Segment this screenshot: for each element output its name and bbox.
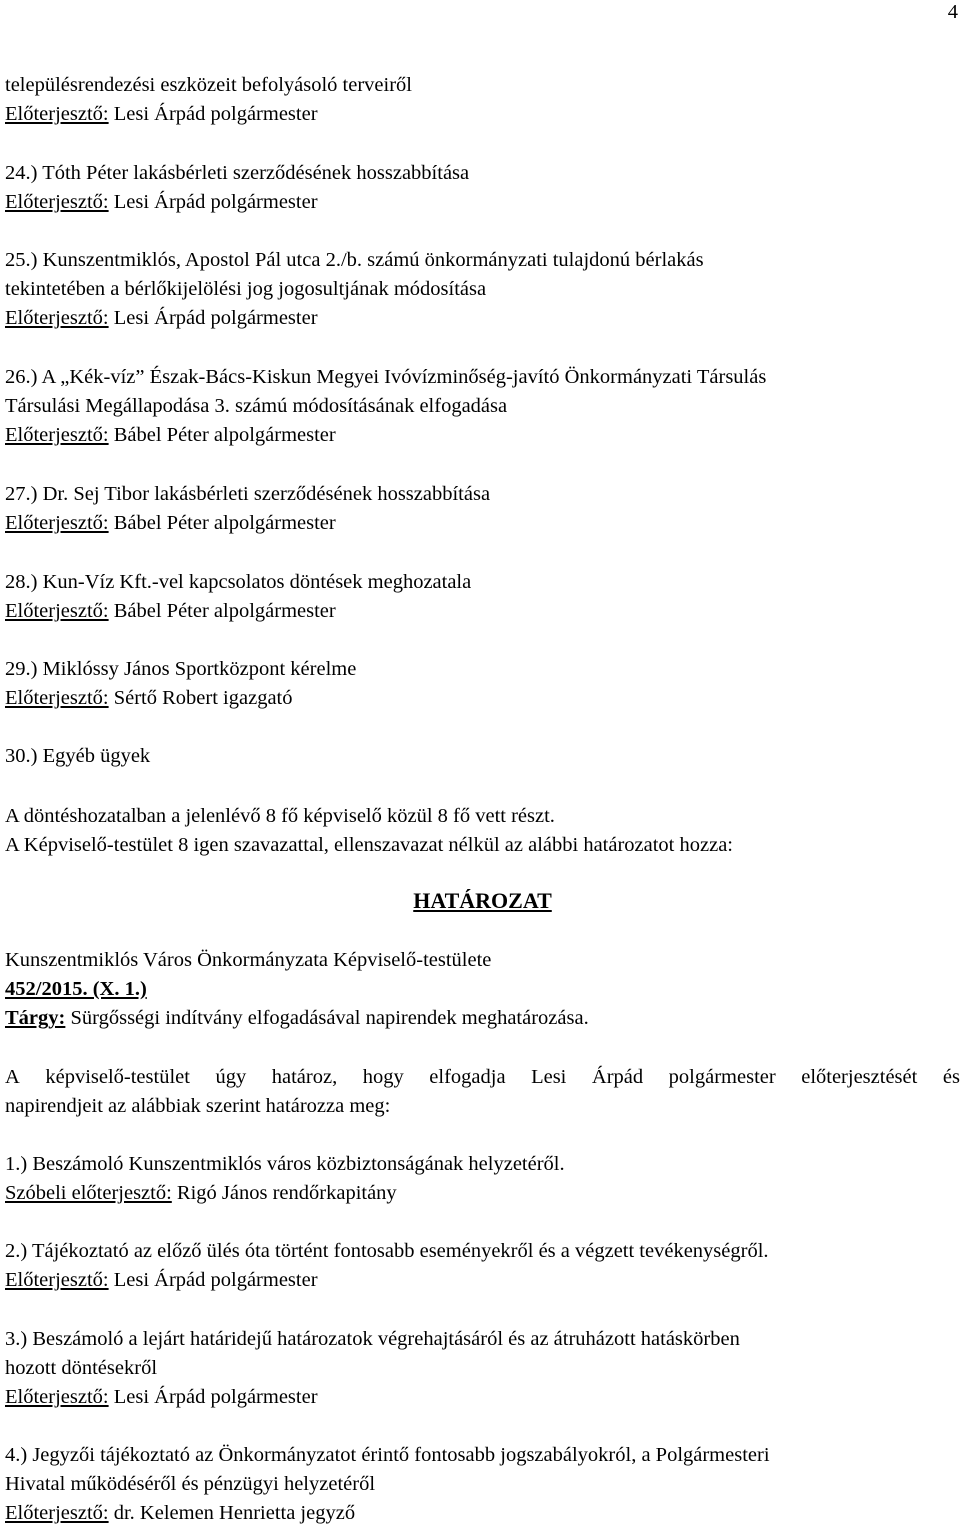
agenda-item-27 — [5, 480, 490, 538]
decision-word: és — [942, 1066, 960, 1088]
presenter-label: Előterjesztő: — [5, 307, 109, 329]
agenda-item-line: településrendezési eszközeit befolyásoló terveiről — [5, 74, 412, 96]
agenda-item-30 — [5, 742, 150, 771]
presenter-label: Előterjesztő: — [5, 1502, 109, 1524]
resolution-title: HATÁROZAT — [413, 888, 552, 913]
presenter-name: Rigó János rendőrkapitány — [171, 1182, 397, 1204]
decision-word: Árpád — [591, 1066, 644, 1088]
decision-word: határoz, — [271, 1066, 338, 1088]
presenter-name: Lesi Árpád polgármester — [108, 1386, 318, 1408]
agenda-item-line: 24.) Tóth Péter lakásbérleti szerződésének hosszabbítása — [5, 162, 470, 184]
presenter-name: Bábel Péter alpolgármester — [108, 600, 336, 622]
presenter-label: Előterjesztő: — [5, 512, 109, 534]
agenda-item-29 — [5, 655, 356, 713]
presenter-line — [5, 421, 766, 450]
agenda-item-line: 4.) Jegyzői tájékoztató az Önkormányzatot érintő fontosabb jogszabályokról, a Polgármesteri — [5, 1444, 770, 1466]
page-number: 4 — [947, 1, 958, 23]
presenter-line — [5, 304, 704, 333]
agenda-item-line: tekintetében a bérlőkijelölési jog jogosultjának módosítása — [5, 278, 487, 300]
presenter-line — [5, 100, 412, 129]
subject-line — [5, 1004, 960, 1033]
agenda-item-line: 29.) Miklóssy János Sportközpont kérelme — [5, 658, 357, 680]
agenda-new-item-4 — [5, 1441, 960, 1528]
decision-word: úgy — [215, 1066, 247, 1088]
presenter-name: Bábel Péter alpolgármester — [108, 512, 336, 534]
agenda-item-line: Társulási Megállapodása 3. számú módosításának elfogadása — [5, 395, 508, 417]
agenda-item-28 — [5, 568, 471, 626]
agenda-item-line: 27.) Dr. Sej Tibor lakásbérleti szerződésének hosszabbítása — [5, 483, 491, 505]
agenda-item-line: 30.) Egyéb ügyek — [5, 745, 151, 767]
presenter-label: Előterjesztő: — [5, 600, 109, 622]
resolution-number: 452/2015. (X. 1.) — [5, 978, 147, 1000]
decision-paragraph — [5, 1063, 960, 1121]
decision-line-2: napirendjeit az alábbiak szerint határozza meg: — [5, 1095, 391, 1117]
presenter-label: Előterjesztő: — [5, 1386, 109, 1408]
agenda-item-line: 1.) Beszámoló Kunszentmiklós város közbiztonságának helyzetéről. — [5, 1153, 565, 1175]
agenda-item-23 — [5, 71, 412, 129]
presenter-label: Előterjesztő: — [5, 1269, 109, 1291]
subject-label: Tárgy: — [5, 1007, 66, 1029]
agenda-item-26 — [5, 363, 766, 450]
vote-result: A Képviselő-testület 8 igen szavazattal, ellenszavazat nélkül az alábbi határozatot hozza: — [5, 834, 733, 856]
presenter-line — [5, 684, 356, 713]
presenter-name: dr. Kelemen Henrietta jegyző — [108, 1502, 356, 1524]
agenda-new-item-2 — [5, 1237, 960, 1295]
presenter-label: Előterjesztő: — [5, 191, 109, 213]
decision-word: Lesi — [531, 1066, 567, 1088]
presenter-line — [5, 1499, 960, 1528]
agenda-item-line: 2.) Tájékoztató az előző ülés óta történt fontosabb eseményekről és a végzett tevékenységről. — [5, 1240, 769, 1262]
agenda-item-line: 25.) Kunszentmiklós, Apostol Pál utca 2./b. számú önkormányzati tulajdonú bérlakás — [5, 249, 704, 271]
presenter-name: Lesi Árpád polgármester — [108, 1269, 318, 1291]
presenter-line — [5, 509, 490, 538]
vote-section — [5, 802, 960, 860]
resolution-header — [5, 946, 960, 1033]
decision-word: hogy — [362, 1066, 404, 1088]
agenda-item-line: Hivatal működéséről és pénzügyi helyzetéről — [5, 1473, 376, 1495]
presenter-name: Lesi Árpád polgármester — [108, 103, 318, 125]
agenda-item-line: 28.) Kun-Víz Kft.-vel kapcsolatos döntések meghozatala — [5, 571, 472, 593]
agenda-new-item-1 — [5, 1150, 960, 1208]
decision-word: elfogadja — [429, 1066, 506, 1088]
subject-text: Sürgősségi indítvány elfogadásával napirendek meghatározása. — [65, 1007, 589, 1029]
presenter-line — [5, 1266, 960, 1295]
agenda-item-24 — [5, 159, 469, 217]
presenter-name: Lesi Árpád polgármester — [108, 307, 318, 329]
vote-attendance: A döntéshozatalban a jelenlévő 8 fő képviselő közül 8 fő vett részt. — [5, 805, 555, 827]
presenter-name: Bábel Péter alpolgármester — [108, 424, 336, 446]
presenter-label: Szóbeli előterjesztő: — [5, 1182, 172, 1204]
decision-word: A — [5, 1066, 20, 1088]
agenda-item-line: 3.) Beszámoló a lejárt határidejű határozatok végrehajtásáról és az átruházott hatáskörben — [5, 1328, 740, 1350]
council-name: Kunszentmiklós Város Önkormányzata Képviselő-testülete — [5, 949, 492, 971]
presenter-name: Lesi Árpád polgármester — [108, 191, 318, 213]
decision-word: előterjesztését — [801, 1066, 918, 1088]
presenter-label: Előterjesztő: — [5, 687, 109, 709]
agenda-item-25 — [5, 246, 704, 333]
presenter-name: Sértő Robert igazgató — [108, 687, 293, 709]
agenda-new-item-3 — [5, 1325, 960, 1412]
decision-word: polgármester — [668, 1066, 776, 1088]
presenter-line — [5, 188, 469, 217]
presenter-line — [5, 1383, 960, 1412]
presenter-label: Előterjesztő: — [5, 424, 109, 446]
presenter-line — [5, 1179, 960, 1208]
decision-word: képviselő-testület — [45, 1066, 190, 1088]
agenda-item-line: 26.) A „Kék-víz” Észak-Bács-Kiskun Megyei Ivóvízminőség-javító Önkormányzati Társulás — [5, 366, 767, 388]
agenda-item-line: hozott döntésekről — [5, 1357, 158, 1379]
presenter-label: Előterjesztő: — [5, 103, 109, 125]
decision-line-1 — [5, 1063, 960, 1092]
presenter-line — [5, 597, 471, 626]
